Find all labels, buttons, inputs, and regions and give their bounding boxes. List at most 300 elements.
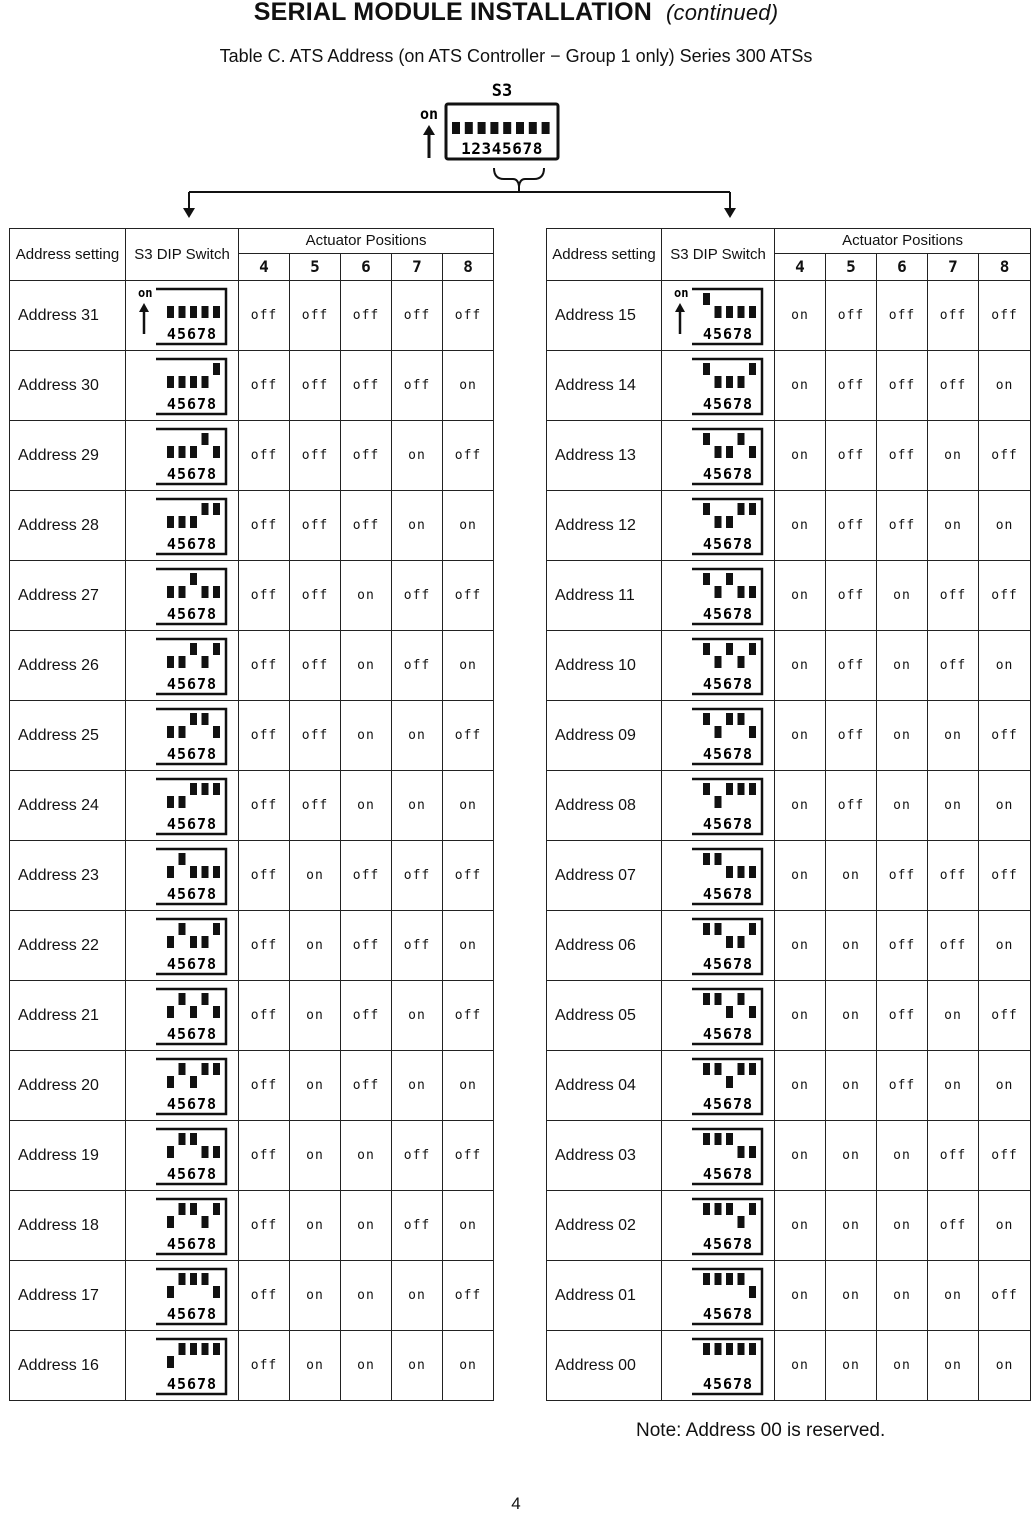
actuator-position-value: off: [341, 1051, 392, 1121]
dip-toggle: [703, 923, 710, 935]
dip-numbers: 45678: [702, 1234, 754, 1253]
dip-switch-cell: [126, 351, 239, 421]
address-table-left: [9, 228, 494, 1401]
dip-switch-cell: [126, 1261, 239, 1331]
table-row: [10, 1121, 494, 1191]
dip-toggle: [213, 1343, 220, 1355]
actuator-position-value: on: [928, 1331, 979, 1401]
dip-toggle: [213, 586, 220, 598]
dip-switch-cell: [662, 981, 775, 1051]
switch-label: S3: [491, 81, 513, 101]
dip-toggle: [703, 503, 710, 515]
header-actuator-positions: Actuator Positions: [239, 229, 494, 254]
actuator-position-value: off: [443, 421, 494, 491]
dip-toggle: [715, 376, 722, 388]
dip-toggle: [715, 1133, 722, 1145]
actuator-position-value: off: [928, 911, 979, 981]
actuator-position-value: off: [392, 1121, 443, 1191]
dip-toggle: [715, 446, 722, 458]
dip-toggle: [190, 1273, 197, 1285]
actuator-position-value: on: [928, 701, 979, 771]
dip-toggle: [179, 1133, 186, 1145]
dip-numbers: 45678: [166, 324, 218, 343]
table-row: [547, 281, 1031, 351]
actuator-position-value: on: [877, 561, 928, 631]
dip-toggle: [738, 503, 745, 515]
table-row: [547, 351, 1031, 421]
dip-switch-icon: [670, 1124, 766, 1188]
dip-toggle: [726, 643, 733, 655]
page-title-text: SERIAL MODULE INSTALLATION: [253, 0, 652, 26]
dip-toggle: [202, 936, 209, 948]
switch-toggle: [478, 122, 486, 134]
dip-toggle: [749, 866, 756, 878]
dip-numbers: 45678: [166, 604, 218, 623]
dip-numbers: 45678: [166, 534, 218, 553]
dip-toggle: [738, 993, 745, 1005]
table-row: [10, 631, 494, 701]
table-row: [10, 1331, 494, 1401]
actuator-position-value: on: [443, 631, 494, 701]
actuator-position-value: on: [341, 1191, 392, 1261]
dip-toggle: [202, 656, 209, 668]
actuator-position-value: on: [826, 981, 877, 1051]
switch-brace-icon: [494, 168, 544, 186]
dip-toggle: [726, 866, 733, 878]
actuator-position-value: off: [979, 281, 1031, 351]
actuator-position-value: on: [290, 1051, 341, 1121]
dip-toggle: [213, 783, 220, 795]
actuator-position-value: on: [877, 631, 928, 701]
address-label: Address 08: [547, 771, 662, 841]
table-row: [547, 1051, 1031, 1121]
dip-toggle: [179, 446, 186, 458]
actuator-position-value: off: [928, 841, 979, 911]
table-row: [10, 561, 494, 631]
dip-switch-icon: [134, 354, 230, 418]
table-row: [10, 981, 494, 1051]
dip-toggle: [726, 713, 733, 725]
table-row: [547, 421, 1031, 491]
actuator-position-value: off: [239, 981, 290, 1051]
actuator-position-value: on: [979, 1331, 1031, 1401]
dip-toggle: [190, 573, 197, 585]
dip-toggle: [179, 853, 186, 865]
actuator-position-value: on: [443, 1191, 494, 1261]
dip-switch-cell: [126, 701, 239, 771]
dip-switch-icon: [670, 354, 766, 418]
actuator-position-value: off: [877, 491, 928, 561]
actuator-position-value: off: [239, 1331, 290, 1401]
actuator-position-value: off: [392, 281, 443, 351]
dip-toggle: [213, 643, 220, 655]
dip-toggle: [167, 936, 174, 948]
dip-toggle: [179, 1063, 186, 1075]
address-label: Address 03: [547, 1121, 662, 1191]
actuator-position-value: off: [392, 1191, 443, 1261]
actuator-position-value: off: [979, 701, 1031, 771]
address-label: Address 00: [547, 1331, 662, 1401]
dip-toggle: [202, 783, 209, 795]
actuator-position-value: on: [877, 1191, 928, 1261]
actuator-position-value: off: [979, 561, 1031, 631]
dip-toggle: [213, 1006, 220, 1018]
dip-toggle: [726, 1006, 733, 1018]
dip-numbers: 45678: [166, 1304, 218, 1323]
actuator-position-value: off: [826, 701, 877, 771]
dip-toggle: [179, 923, 186, 935]
actuator-position-value: off: [877, 981, 928, 1051]
dip-toggle: [213, 503, 220, 515]
address-label: Address 27: [10, 561, 126, 631]
address-label: Address 12: [547, 491, 662, 561]
dip-numbers: 45678: [166, 954, 218, 973]
dip-switch-cell: [662, 1191, 775, 1261]
actuator-position-value: off: [928, 1191, 979, 1261]
switch-toggle: [529, 122, 537, 134]
address-label: Address 09: [547, 701, 662, 771]
actuator-position-value: off: [290, 771, 341, 841]
actuator-position-value: off: [443, 981, 494, 1051]
dip-toggle: [167, 1146, 174, 1158]
reserved-note: Note: Address 00 is reserved.: [636, 1420, 886, 1441]
dip-switch-icon: [134, 774, 230, 838]
dip-toggle: [715, 726, 722, 738]
dip-toggle: [726, 1343, 733, 1355]
dip-toggle: [726, 376, 733, 388]
dip-toggle: [179, 726, 186, 738]
actuator-position-value: on: [877, 771, 928, 841]
dip-toggle: [213, 866, 220, 878]
dip-toggle: [190, 516, 197, 528]
actuator-position-value: off: [341, 281, 392, 351]
actuator-position-value: on: [979, 631, 1031, 701]
dip-switch-icon: [670, 1264, 766, 1328]
header-dip-switch: S3 DIP Switch: [126, 229, 239, 281]
address-label: Address 21: [10, 981, 126, 1051]
actuator-position-value: off: [239, 491, 290, 561]
dip-toggle: [179, 656, 186, 668]
dip-switch-icon: [134, 564, 230, 628]
table-row: [547, 911, 1031, 981]
actuator-position-value: on: [341, 1261, 392, 1331]
dip-switch-cell: [126, 1331, 239, 1401]
dip-switch-icon: [134, 1124, 230, 1188]
dip-toggle: [738, 586, 745, 598]
dip-toggle: [715, 516, 722, 528]
actuator-position-value: on: [826, 911, 877, 981]
dip-toggle: [202, 376, 209, 388]
actuator-position-value: on: [826, 1331, 877, 1401]
address-label: Address 23: [10, 841, 126, 911]
dip-toggle: [202, 306, 209, 318]
actuator-position-value: off: [239, 281, 290, 351]
table-row: [10, 771, 494, 841]
dip-toggle: [179, 1203, 186, 1215]
dip-numbers: 45678: [702, 394, 754, 413]
actuator-position-value: on: [928, 981, 979, 1051]
dip-toggle: [202, 713, 209, 725]
dip-toggle: [738, 866, 745, 878]
actuator-position-value: off: [826, 771, 877, 841]
dip-switch-cell: [662, 1051, 775, 1121]
dip-on-arrow-head: [675, 303, 685, 312]
dip-toggle: [738, 1063, 745, 1075]
address-label: Address 14: [547, 351, 662, 421]
actuator-position-value: on: [775, 1051, 826, 1121]
dip-toggle: [703, 853, 710, 865]
table-row: [10, 1261, 494, 1331]
actuator-position-value: on: [775, 351, 826, 421]
actuator-position-value: off: [826, 561, 877, 631]
actuator-position-value: on: [341, 1121, 392, 1191]
dip-toggle: [190, 783, 197, 795]
actuator-position-value: on: [290, 981, 341, 1051]
dip-toggle: [749, 446, 756, 458]
dip-switch-icon: [134, 914, 230, 978]
dip-switch-icon: [670, 914, 766, 978]
dip-toggle: [749, 586, 756, 598]
dip-switch-icon: [670, 844, 766, 908]
switch-toggle: [503, 122, 511, 134]
actuator-position-value: off: [341, 981, 392, 1051]
address-label: Address 06: [547, 911, 662, 981]
actuator-position-value: off: [877, 841, 928, 911]
address-table-right: [546, 228, 1031, 1401]
dip-toggle: [726, 783, 733, 795]
actuator-position-value: on: [341, 701, 392, 771]
dip-toggle: [167, 1286, 174, 1298]
actuator-position-value: off: [239, 1121, 290, 1191]
dip-toggle: [179, 376, 186, 388]
dip-toggle: [749, 1146, 756, 1158]
actuator-position-value: off: [928, 281, 979, 351]
dip-switch-icon: [670, 564, 766, 628]
dip-switch-icon: [670, 774, 766, 838]
dip-numbers: 45678: [166, 394, 218, 413]
dip-numbers: 45678: [702, 674, 754, 693]
dip-toggle: [190, 1203, 197, 1215]
actuator-position-value: off: [239, 351, 290, 421]
actuator-position-value: off: [979, 1261, 1031, 1331]
dip-toggle: [738, 713, 745, 725]
dip-toggle: [726, 1133, 733, 1145]
actuator-position-value: on: [877, 1331, 928, 1401]
dip-toggle: [726, 1076, 733, 1088]
actuator-position-value: on: [290, 1261, 341, 1331]
table-row: [547, 701, 1031, 771]
switch-toggle: [516, 122, 524, 134]
dip-switch-icon: [670, 634, 766, 698]
table-row: [10, 491, 494, 561]
switch-toggle: [490, 122, 498, 134]
actuator-position-value: off: [826, 421, 877, 491]
dip-switch-cell: [662, 351, 775, 421]
dip-switch-cell: [662, 841, 775, 911]
dip-toggle: [190, 376, 197, 388]
address-label: Address 01: [547, 1261, 662, 1331]
actuator-position-value: off: [928, 561, 979, 631]
actuator-position-value: on: [775, 841, 826, 911]
dip-switch-cell: [662, 561, 775, 631]
address-label: Address 16: [10, 1331, 126, 1401]
actuator-position-value: on: [290, 1331, 341, 1401]
dip-toggle: [202, 993, 209, 1005]
dip-switch-icon: [134, 494, 230, 558]
address-label: Address 13: [547, 421, 662, 491]
dip-switch-cell: [662, 1331, 775, 1401]
address-rows: [10, 281, 494, 1401]
dip-toggle: [167, 1216, 174, 1228]
dip-toggle: [738, 433, 745, 445]
switch-toggle: [452, 122, 460, 134]
actuator-position-value: off: [928, 1121, 979, 1191]
dip-numbers: 45678: [166, 464, 218, 483]
dip-toggle: [703, 293, 710, 305]
dip-on-label: on: [674, 285, 689, 300]
dip-toggle: [738, 783, 745, 795]
table-row: [547, 561, 1031, 631]
dip-toggle: [167, 866, 174, 878]
table-row: [10, 1191, 494, 1261]
dip-switch-cell: [662, 1261, 775, 1331]
dip-numbers: 45678: [702, 604, 754, 623]
table-row: [10, 701, 494, 771]
header-dip-switch: S3 DIP Switch: [662, 229, 775, 281]
address-label: Address 15: [547, 281, 662, 351]
actuator-position-value: on: [443, 771, 494, 841]
dip-switch-cell: [126, 631, 239, 701]
dip-toggle: [726, 446, 733, 458]
actuator-position-value: on: [290, 841, 341, 911]
dip-toggle: [726, 306, 733, 318]
actuator-position-value: off: [877, 911, 928, 981]
dip-toggle: [202, 1063, 209, 1075]
actuator-position-value: on: [877, 1261, 928, 1331]
actuator-position-value: on: [826, 841, 877, 911]
dip-toggle: [190, 1343, 197, 1355]
dip-toggle: [703, 573, 710, 585]
actuator-position-value: off: [826, 491, 877, 561]
dip-switch-icon: [670, 1054, 766, 1118]
dip-toggle: [190, 1076, 197, 1088]
table-row: [547, 771, 1031, 841]
dip-on-label: on: [138, 285, 153, 300]
table-row: [10, 911, 494, 981]
table-row: [547, 491, 1031, 561]
dip-toggle: [190, 643, 197, 655]
dip-switch-icon: [670, 1334, 766, 1398]
dip-switch-cell: [126, 281, 239, 351]
address-label: Address 31: [10, 281, 126, 351]
actuator-position-value: on: [443, 1051, 494, 1121]
actuator-position-value: off: [239, 701, 290, 771]
dip-toggle: [749, 1286, 756, 1298]
address-label: Address 25: [10, 701, 126, 771]
actuator-position-value: on: [979, 1191, 1031, 1261]
dip-toggle: [738, 1273, 745, 1285]
actuator-position-value: on: [341, 561, 392, 631]
dip-switch-cell: [126, 981, 239, 1051]
address-label: Address 22: [10, 911, 126, 981]
address-label: Address 19: [10, 1121, 126, 1191]
actuator-position-value: on: [928, 1051, 979, 1121]
actuator-position-value: on: [877, 1121, 928, 1191]
actuator-position-value: off: [979, 981, 1031, 1051]
actuator-position-value: on: [392, 1051, 443, 1121]
table-row: [547, 1191, 1031, 1261]
dip-switch-cell: [126, 841, 239, 911]
dip-toggle: [213, 1203, 220, 1215]
actuator-position-value: on: [290, 1191, 341, 1261]
address-label: Address 07: [547, 841, 662, 911]
actuator-position-value: on: [392, 421, 443, 491]
actuator-position-value: on: [392, 981, 443, 1051]
dip-toggle: [726, 1273, 733, 1285]
dip-switch-icon: [134, 984, 230, 1048]
table-row: [10, 841, 494, 911]
dip-toggle: [749, 1203, 756, 1215]
dip-toggle: [179, 796, 186, 808]
dip-toggle: [167, 446, 174, 458]
dip-toggle: [213, 1146, 220, 1158]
actuator-position-value: on: [826, 1051, 877, 1121]
dip-toggle: [703, 993, 710, 1005]
dip-toggle: [213, 1286, 220, 1298]
actuator-position-value: off: [290, 631, 341, 701]
dip-toggle: [715, 586, 722, 598]
dip-toggle: [749, 306, 756, 318]
switch-toggles: [452, 122, 550, 134]
dip-toggle: [213, 1063, 220, 1075]
dip-toggle: [202, 1343, 209, 1355]
switch-toggle: [542, 122, 550, 134]
table-row: [547, 1121, 1031, 1191]
actuator-position-value: off: [239, 421, 290, 491]
dip-numbers: 45678: [166, 1024, 218, 1043]
actuator-position-value: on: [775, 491, 826, 561]
actuator-position-value: on: [443, 1331, 494, 1401]
dip-toggle: [703, 1273, 710, 1285]
dip-toggle: [749, 1343, 756, 1355]
dip-toggle: [202, 586, 209, 598]
actuator-position-value: off: [239, 771, 290, 841]
actuator-position-value: off: [877, 281, 928, 351]
dip-toggle: [703, 1343, 710, 1355]
dip-toggle: [167, 516, 174, 528]
dip-toggle: [715, 1273, 722, 1285]
header-position: 5: [290, 254, 341, 281]
dip-switch-cell: [662, 701, 775, 771]
dip-toggle: [738, 1216, 745, 1228]
actuator-position-value: on: [775, 771, 826, 841]
dip-toggle: [190, 936, 197, 948]
dip-switch-cell: [662, 631, 775, 701]
dip-toggle: [749, 363, 756, 375]
dip-toggle: [190, 1006, 197, 1018]
dip-numbers: 45678: [166, 1094, 218, 1113]
dip-toggle: [213, 363, 220, 375]
dip-switch-icon: [134, 1054, 230, 1118]
dip-switch-cell: [662, 911, 775, 981]
actuator-position-value: on: [290, 911, 341, 981]
dip-toggle: [703, 363, 710, 375]
actuator-position-value: on: [979, 771, 1031, 841]
dip-toggle: [202, 503, 209, 515]
address-label: Address 26: [10, 631, 126, 701]
table-row: [10, 1051, 494, 1121]
dip-toggle: [213, 446, 220, 458]
